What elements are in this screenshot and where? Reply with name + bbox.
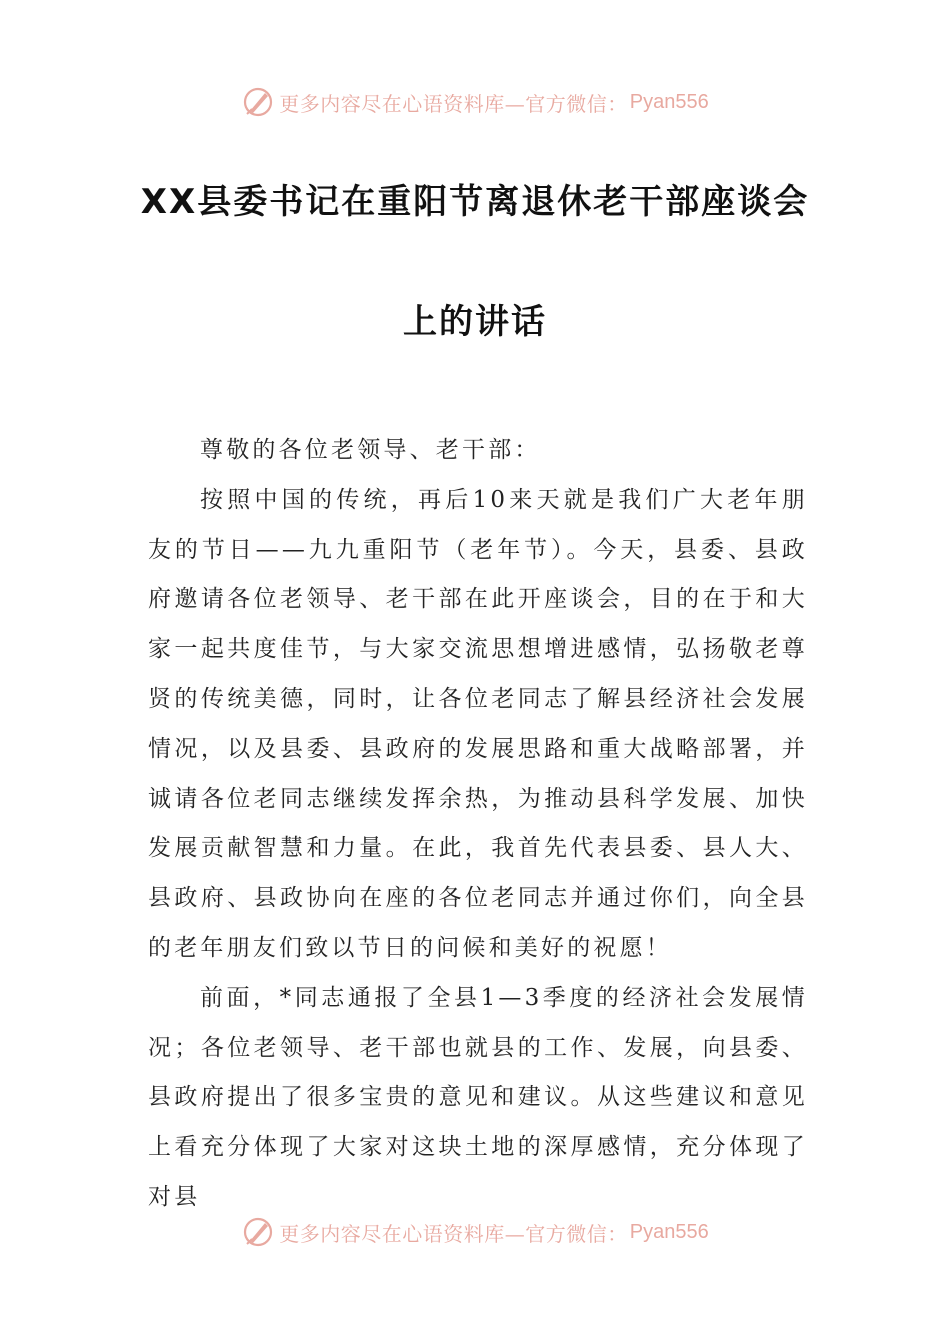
- watermark-text: 更多内容尽在心语资料库—官方微信：: [279, 91, 628, 116]
- document-title-line-2: 上的讲话: [403, 302, 547, 342]
- watermark-banner-bottom: [0, 1212, 950, 1252]
- watermark-handle: Pyan556: [629, 90, 709, 113]
- watermark-banner-top: [0, 82, 950, 122]
- quill-logo-icon: [241, 85, 275, 119]
- salutation: 尊敬的各位老领导、老干部：: [200, 437, 541, 463]
- watermark-handle: Pyan556: [629, 1220, 709, 1243]
- paragraph-1: 按照中国的传统，再后10来天就是我们广大老年朋友的节日——九九重阳节（老年节）。今天，县委、县政府邀请各位老领导、老干部在此开座谈会，目的在于和大家一起共度佳节，与大家交流思想增进感情，弘扬敬老尊贤的传统美德，同时，让各位老同志了解县经济社会发展情况，以及县委、县政府的发展思路和重大战略部署，并诚请各位老同志继续发挥余热，为推动县科学发展、加快发展贡献智慧和力量。在此，我首先代表县委、县人大、县政府、县政协向在座的各位老同志并通过你们，向全县的老年朋友们致以节日的问候和美好的祝愿！: [148, 486, 808, 961]
- document-title-line-1: XX县委书记在重阳节离退休老干部座谈会: [140, 182, 810, 222]
- paragraph-2: 前面，*同志通报了全县1—3季度的经济社会发展情况；各位老领导、老干部也就县的工作、发展，向县委、县政府提出了很多宝贵的意见和建议。从这些建议和意见上看充分体现了大家对这块土地的深厚感情，充分体现了对县: [148, 984, 808, 1210]
- quill-logo-icon: [241, 1215, 275, 1249]
- document-body: [148, 426, 808, 1223]
- watermark-text: 更多内容尽在心语资料库—官方微信：: [279, 1221, 628, 1246]
